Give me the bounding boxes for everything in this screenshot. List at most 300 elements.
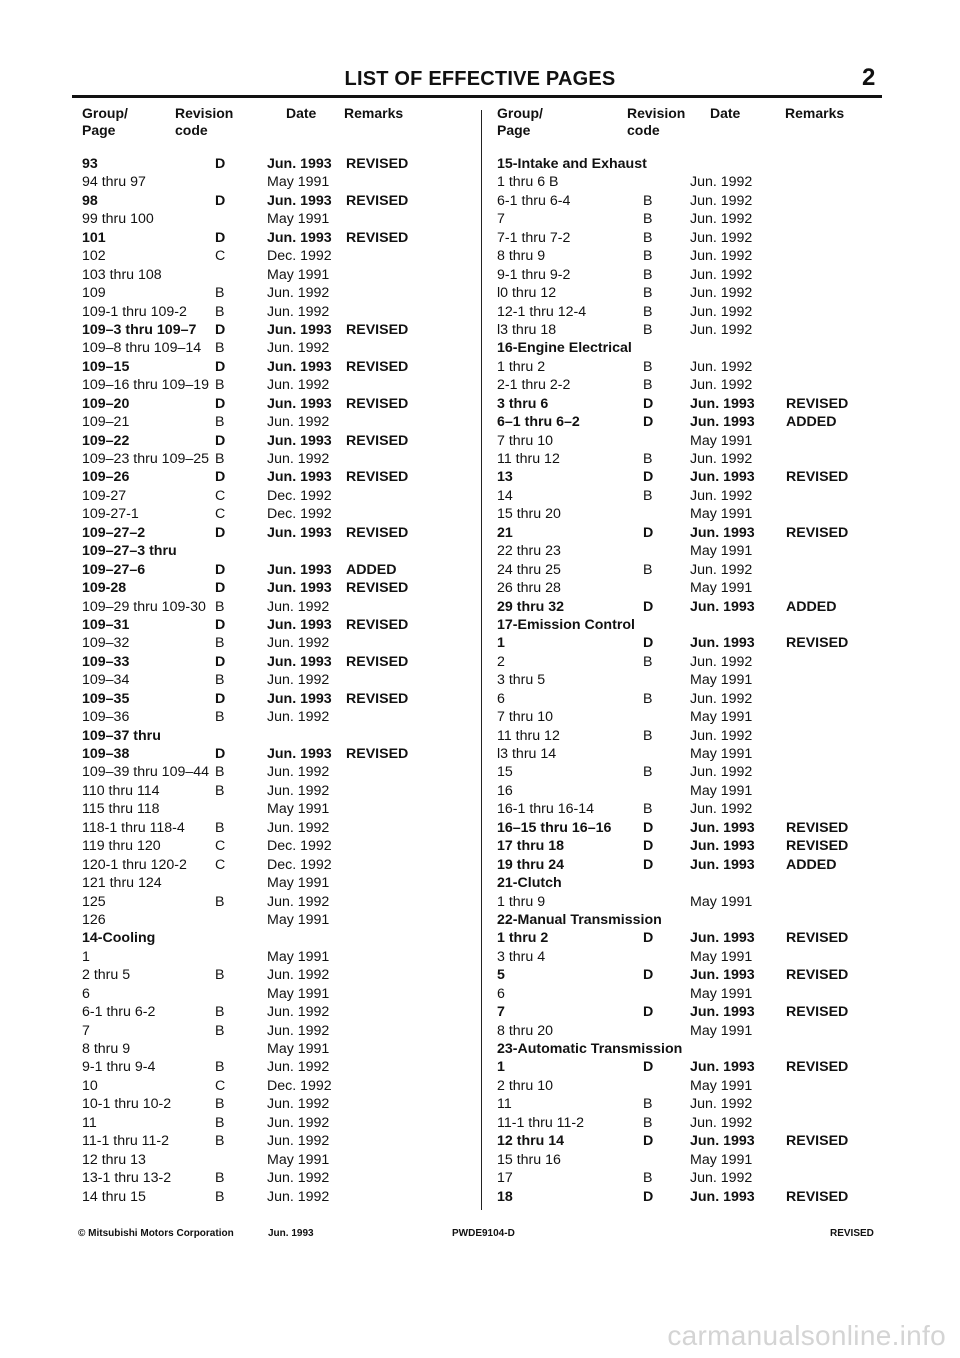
- row-revision-code: B: [643, 1096, 653, 1113]
- row-page: 13-1 thru 13-2: [82, 1170, 172, 1187]
- row-page: 109–36: [82, 709, 130, 726]
- row-page: 109: [82, 285, 106, 302]
- row-page: 17 thru 18: [497, 838, 565, 855]
- table-row: [497, 524, 877, 542]
- table-row: [497, 598, 877, 616]
- row-revision-code: D: [215, 432, 226, 449]
- table-row: [497, 856, 877, 874]
- row-page: 120-1 thru 120-2: [82, 856, 187, 873]
- row-page: 18: [497, 1188, 513, 1205]
- table-row: [82, 155, 482, 173]
- table-row: [82, 763, 482, 781]
- table-row: [497, 247, 877, 265]
- table-row: [497, 1077, 877, 1095]
- row-date: May 1991: [267, 911, 330, 928]
- right-column-header: [497, 105, 877, 155]
- table-row: [497, 1095, 877, 1113]
- row-page: 3 thru 5: [497, 672, 546, 689]
- row-page: 109–3 thru 109–7: [82, 321, 197, 338]
- table-row: [497, 1188, 877, 1206]
- row-date: Jun. 1993: [690, 1059, 755, 1076]
- row-page: 19 thru 24: [497, 856, 565, 873]
- row-revision-code: B: [215, 340, 225, 357]
- table-row: [497, 782, 877, 800]
- row-date: Jun. 1993: [690, 414, 755, 431]
- row-revision-code: B: [215, 709, 225, 726]
- row-date: May 1991: [690, 506, 753, 523]
- row-page: 6: [497, 690, 505, 707]
- row-remarks: REVISED: [786, 967, 849, 984]
- row-remarks: REVISED: [786, 838, 849, 855]
- row-date: Jun. 1992: [267, 672, 330, 689]
- row-date: Jun. 1992: [690, 248, 753, 265]
- row-page: 109-28: [82, 580, 127, 597]
- table-row: [82, 1022, 482, 1040]
- row-date: Jun. 1993: [690, 1133, 755, 1150]
- row-date: Jun. 1992: [690, 1096, 753, 1113]
- table-row: [82, 634, 482, 652]
- row-remarks: REVISED: [346, 432, 409, 449]
- row-revision-code: D: [215, 156, 226, 172]
- section-heading: 16-Engine Electrical: [497, 340, 632, 357]
- row-date: May 1991: [690, 893, 753, 910]
- row-date: Jun. 1993: [267, 746, 332, 762]
- row-date: Jun. 1992: [267, 1133, 330, 1150]
- row-date: Jun. 1992: [267, 414, 330, 431]
- row-page: 2: [497, 653, 505, 670]
- row-page: 6: [82, 985, 90, 1002]
- row-page: 109–29 thru 109-30: [82, 598, 206, 615]
- row-date: Dec. 1992: [267, 838, 332, 855]
- table-row: [82, 432, 482, 450]
- row-page: 1 thru 2: [497, 930, 549, 947]
- row-revision-code: B: [215, 764, 225, 781]
- row-page: 99 thru 100: [82, 211, 154, 228]
- row-date: Jun. 1992: [690, 192, 753, 209]
- row-date: Jun. 1992: [267, 1059, 330, 1076]
- row-date: Jun. 1993: [690, 1004, 755, 1021]
- table-row: [82, 247, 482, 265]
- row-revision-code: D: [215, 690, 226, 707]
- table-row: [497, 985, 877, 1003]
- table-row: [82, 1188, 482, 1206]
- table-row: [497, 358, 877, 376]
- row-revision-code: D: [643, 967, 654, 984]
- row-date: Jun. 1992: [690, 764, 753, 781]
- row-date: Jun. 1992: [267, 377, 330, 394]
- row-revision-code: B: [215, 285, 225, 302]
- row-date: Jun. 1992: [267, 303, 330, 320]
- row-revision-code: D: [643, 819, 654, 836]
- row-date: May 1991: [690, 432, 753, 449]
- section-heading: 22-Manual Transmission: [497, 911, 662, 928]
- table-row: [82, 966, 482, 984]
- row-revision-code: B: [643, 248, 653, 265]
- table-row: [82, 1151, 482, 1169]
- table-row: [497, 266, 877, 284]
- row-page: 11 thru 12: [497, 451, 560, 467]
- row-revision-code: B: [643, 690, 653, 707]
- row-date: Jun. 1993: [690, 524, 755, 541]
- table-row: [497, 1058, 877, 1076]
- row-date: Jun. 1992: [267, 967, 330, 984]
- row-revision-code: D: [215, 358, 226, 375]
- row-revision-code: B: [215, 967, 225, 984]
- section-heading: 21-Clutch: [497, 875, 562, 892]
- table-row: [82, 819, 482, 837]
- row-date: Dec. 1992: [267, 1077, 332, 1094]
- row-revision-code: D: [215, 469, 226, 486]
- row-revision-code: D: [215, 524, 226, 541]
- row-page: 2 thru 5: [82, 967, 131, 984]
- row-revision-code: D: [215, 229, 226, 246]
- row-revision-code: D: [215, 746, 226, 762]
- table-row: [497, 653, 877, 671]
- row-page: 13: [497, 469, 513, 486]
- table-row: [82, 1040, 482, 1058]
- table-row: [497, 413, 877, 431]
- table-row: [497, 708, 877, 726]
- right-rows: [497, 155, 877, 1206]
- row-date: May 1991: [690, 1022, 753, 1039]
- row-date: Jun. 1992: [690, 487, 753, 504]
- section-heading: 17-Emission Control: [497, 616, 635, 633]
- header-rule: [72, 95, 882, 98]
- table-row: [497, 561, 877, 579]
- row-revision-code: D: [643, 635, 654, 652]
- row-date: May 1991: [267, 1041, 330, 1057]
- row-revision-code: B: [643, 451, 653, 467]
- row-revision-code: B: [215, 1096, 225, 1113]
- row-page: 109–20: [82, 395, 130, 412]
- left-rows: [82, 155, 482, 1206]
- row-remarks: REVISED: [346, 616, 409, 633]
- table-row: [497, 542, 877, 560]
- row-page: 6-1 thru 6-4: [497, 192, 571, 209]
- table-row: [497, 505, 877, 523]
- row-revision-code: B: [215, 451, 225, 467]
- row-page: 12-1 thru 12-4: [497, 303, 587, 320]
- table-row: [82, 708, 482, 726]
- row-page: 7: [82, 1022, 90, 1039]
- row-page: 11 thru 12: [497, 727, 560, 744]
- row-date: Jun. 1992: [267, 1188, 330, 1205]
- table-row: [82, 598, 482, 616]
- row-revision-code: B: [215, 303, 225, 320]
- row-date: May 1991: [690, 985, 753, 1002]
- row-revision-code: D: [643, 469, 654, 486]
- row-date: Jun. 1993: [267, 229, 332, 246]
- table-row: [497, 1151, 877, 1169]
- table-row: [497, 450, 877, 468]
- row-date: Jun. 1992: [690, 211, 753, 228]
- row-revision-code: B: [643, 266, 653, 283]
- section-heading: 14-Cooling: [82, 930, 156, 947]
- row-date: May 1991: [690, 948, 753, 965]
- row-page: 109–27–6: [82, 561, 146, 578]
- row-date: May 1991: [267, 875, 330, 892]
- row-remarks: REVISED: [346, 469, 409, 486]
- row-date: May 1991: [267, 174, 330, 191]
- table-row: [497, 893, 877, 911]
- table-row: [497, 432, 877, 450]
- table-row: [82, 173, 482, 191]
- row-date: Jun. 1993: [267, 653, 332, 670]
- row-date: Jun. 1992: [267, 635, 330, 652]
- row-revision-code: D: [643, 1133, 654, 1150]
- table-row: [82, 1114, 482, 1132]
- table-row: [497, 1132, 877, 1150]
- row-date: May 1991: [267, 801, 330, 818]
- page-title: LIST OF EFFECTIVE PAGES: [344, 68, 616, 90]
- table-row: [497, 395, 877, 413]
- table-row: [82, 985, 482, 1003]
- row-revision-code: B: [643, 1170, 653, 1187]
- row-page: 3 thru 4: [497, 948, 546, 965]
- table-row: [82, 1095, 482, 1113]
- row-date: Jun. 1993: [267, 469, 332, 486]
- table-row: [497, 671, 877, 689]
- row-page: 8 thru 9: [82, 1041, 131, 1057]
- row-page: 109–27–3 thru: [82, 543, 177, 560]
- row-page: 12 thru 14: [497, 1133, 565, 1150]
- row-page: 1: [497, 1059, 505, 1076]
- row-date: Jun. 1993: [690, 598, 755, 615]
- row-remarks: REVISED: [786, 635, 849, 652]
- table-row: [82, 782, 482, 800]
- revision-header: Revision code: [627, 105, 686, 138]
- table-row: [82, 948, 482, 966]
- row-remarks: REVISED: [346, 524, 409, 541]
- row-page: 109–35: [82, 690, 130, 707]
- row-revision-code: B: [215, 1133, 225, 1150]
- table-row: [82, 321, 482, 339]
- row-date: Jun. 1993: [690, 1188, 755, 1205]
- table-row: [82, 542, 482, 560]
- row-page: 1: [82, 948, 90, 965]
- row-date: Dec. 1992: [267, 248, 332, 265]
- row-date: May 1991: [690, 709, 753, 726]
- table-row: [497, 690, 877, 708]
- table-row: [82, 192, 482, 210]
- row-date: May 1991: [690, 543, 753, 560]
- row-revision-code: B: [643, 229, 653, 246]
- table-row: [497, 948, 877, 966]
- row-date: Jun. 1993: [267, 156, 332, 172]
- row-date: Jun. 1992: [267, 782, 330, 799]
- row-page: 3 thru 6: [497, 395, 549, 412]
- row-date: Jun. 1992: [690, 451, 753, 467]
- row-date: Jun. 1992: [690, 377, 753, 394]
- row-page: 109–34: [82, 672, 130, 689]
- row-date: May 1991: [690, 672, 753, 689]
- row-page: 109–15: [82, 358, 130, 375]
- page-footer: [0, 1228, 960, 1244]
- table-row: [82, 505, 482, 523]
- row-date: Dec. 1992: [267, 487, 332, 504]
- row-date: Jun. 1993: [267, 432, 332, 449]
- row-remarks: ADDED: [786, 598, 837, 615]
- row-date: Jun. 1992: [690, 285, 753, 302]
- table-row: [497, 1169, 877, 1187]
- row-date: Jun. 1993: [267, 395, 332, 412]
- row-date: May 1991: [690, 1151, 753, 1168]
- row-revision-code: D: [215, 580, 226, 597]
- table-row: [82, 1077, 482, 1095]
- row-page: 11: [82, 1114, 97, 1131]
- table-row: [82, 358, 482, 376]
- row-date: Jun. 1992: [690, 266, 753, 283]
- row-page: 7 thru 10: [497, 709, 554, 726]
- row-page: 5: [497, 967, 505, 984]
- row-date: Jun. 1992: [267, 1096, 330, 1113]
- row-page: 109–33: [82, 653, 130, 670]
- row-revision-code: B: [643, 321, 653, 338]
- row-page: 109–16 thru 109–19: [82, 377, 210, 394]
- row-date: Jun. 1992: [267, 451, 330, 467]
- row-date: Jun. 1993: [690, 635, 755, 652]
- row-date: Jun. 1992: [690, 653, 753, 670]
- row-revision-code: B: [215, 1004, 225, 1021]
- table-row: [82, 671, 482, 689]
- row-date: Jun. 1993: [690, 930, 755, 947]
- row-date: Jun. 1993: [267, 580, 332, 597]
- section-heading: 23-Automatic Transmission: [497, 1041, 683, 1057]
- row-page: 121 thru 124: [82, 875, 162, 892]
- footer-copyright: © Mitsubishi Motors Corporation: [78, 1228, 234, 1239]
- row-date: Jun. 1992: [267, 1170, 330, 1187]
- row-page: 15: [497, 764, 513, 781]
- row-revision-code: D: [643, 524, 654, 541]
- table-row: [82, 303, 482, 321]
- row-page: 103 thru 108: [82, 266, 162, 283]
- row-revision-code: B: [643, 1114, 653, 1131]
- row-page: 9-1 thru 9-4: [82, 1059, 156, 1076]
- row-page: 12 thru 13: [82, 1151, 146, 1168]
- row-date: Jun. 1993: [690, 856, 755, 873]
- row-date: Jun. 1992: [690, 174, 753, 191]
- row-page: 11-1 thru 11-2: [497, 1114, 585, 1131]
- table-row: [82, 653, 482, 671]
- row-date: Jun. 1992: [267, 1022, 330, 1039]
- row-page: 10-1 thru 10-2: [82, 1096, 172, 1113]
- table-row: [82, 1132, 482, 1150]
- row-revision-code: B: [215, 782, 225, 799]
- row-page: 110 thru 114: [82, 782, 160, 799]
- row-revision-code: C: [215, 487, 226, 504]
- row-page: 1 thru 9: [497, 893, 546, 910]
- row-page: 6-1 thru 6-2: [82, 1004, 156, 1021]
- row-remarks: REVISED: [786, 1133, 849, 1150]
- row-date: Jun. 1993: [267, 358, 332, 375]
- row-page: 14: [497, 487, 513, 504]
- row-page: 1: [497, 635, 505, 652]
- row-date: Jun. 1992: [267, 340, 330, 357]
- row-date: May 1991: [690, 746, 753, 762]
- section-heading: 15-Intake and Exhaust: [497, 156, 647, 172]
- row-remarks: REVISED: [786, 395, 849, 412]
- page-number: 2: [862, 64, 876, 91]
- row-date: May 1991: [267, 266, 330, 283]
- footer-date: Jun. 1993: [268, 1228, 314, 1239]
- row-remarks: REVISED: [346, 321, 409, 338]
- row-revision-code: D: [215, 561, 226, 578]
- footer-status: REVISED: [830, 1228, 874, 1239]
- row-date: Jun. 1992: [267, 709, 330, 726]
- row-revision-code: B: [643, 561, 653, 578]
- row-date: May 1991: [267, 985, 330, 1002]
- row-remarks: REVISED: [346, 229, 409, 246]
- row-page: 21: [497, 524, 513, 541]
- table-row: [82, 210, 482, 228]
- row-revision-code: B: [215, 377, 225, 394]
- row-date: Jun. 1993: [267, 690, 332, 707]
- row-page: 109–23 thru 109–25: [82, 451, 210, 467]
- row-date: May 1991: [690, 782, 753, 799]
- row-remarks: ADDED: [786, 856, 837, 873]
- row-page: 109-27-1: [82, 506, 139, 523]
- row-page: 8 thru 20: [497, 1022, 554, 1039]
- table-row: [497, 819, 877, 837]
- row-revision-code: D: [643, 856, 654, 873]
- row-page: 109–39 thru 109–44: [82, 764, 210, 781]
- table-row: [82, 837, 482, 855]
- row-revision-code: B: [643, 764, 653, 781]
- row-page: 1 thru 2: [497, 358, 546, 375]
- table-row: [82, 339, 482, 357]
- row-page: 17: [497, 1170, 513, 1187]
- row-page: 98: [82, 192, 98, 209]
- table-row: [82, 395, 482, 413]
- table-row: [497, 929, 877, 947]
- row-revision-code: B: [643, 211, 653, 228]
- table-row: [497, 229, 877, 247]
- row-revision-code: C: [215, 506, 226, 523]
- remarks-header: Remarks: [344, 105, 404, 121]
- row-page: 26 thru 28: [497, 580, 561, 597]
- row-remarks: ADDED: [346, 561, 397, 578]
- row-page: 109–22: [82, 432, 130, 449]
- row-date: Jun. 1993: [690, 838, 755, 855]
- row-revision-code: D: [643, 395, 654, 412]
- table-row: [497, 579, 877, 597]
- row-date: Jun. 1993: [690, 819, 755, 836]
- row-page: 109–32: [82, 635, 130, 652]
- row-page: 10: [82, 1077, 98, 1094]
- table-row: [497, 192, 877, 210]
- table-row: [82, 1169, 482, 1187]
- row-revision-code: B: [643, 487, 653, 504]
- table-row: [82, 450, 482, 468]
- date-header: Date: [710, 105, 741, 121]
- row-revision-code: B: [215, 819, 225, 836]
- table-row: [82, 1058, 482, 1076]
- row-page: 11: [497, 1096, 512, 1113]
- table-row: [82, 856, 482, 874]
- row-page: 109–26: [82, 469, 130, 486]
- row-page: 7-1 thru 7-2: [497, 229, 571, 246]
- row-revision-code: B: [215, 672, 225, 689]
- row-date: Jun. 1992: [690, 321, 753, 338]
- row-revision-code: D: [643, 838, 654, 855]
- row-page: l3 thru 14: [497, 746, 557, 762]
- row-revision-code: B: [643, 801, 653, 818]
- row-page: 109–37 thru: [82, 727, 161, 744]
- table-row: [497, 468, 877, 486]
- row-revision-code: B: [215, 1059, 225, 1076]
- table-row: [82, 579, 482, 597]
- row-page: 102: [82, 248, 106, 265]
